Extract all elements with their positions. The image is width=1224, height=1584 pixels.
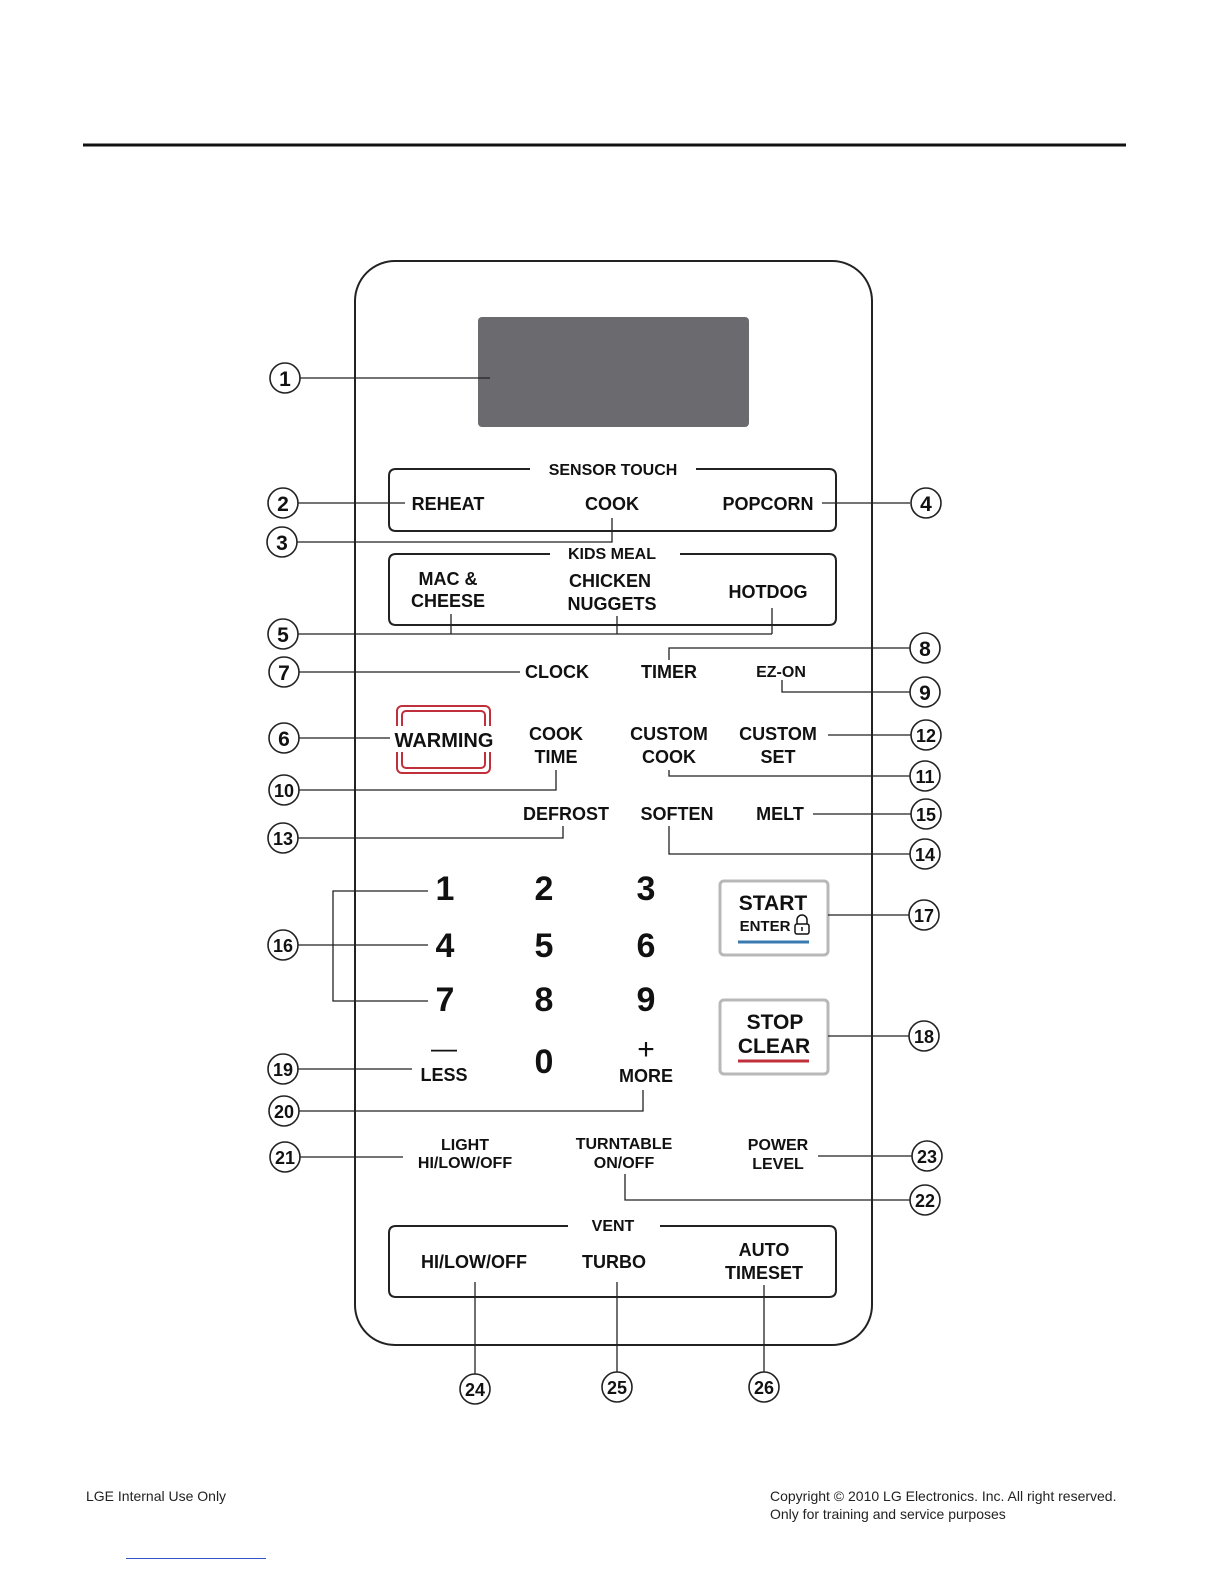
clock-button[interactable]: CLOCK xyxy=(525,662,589,682)
callout-16: 16 xyxy=(272,936,294,956)
cook-time-line2[interactable]: TIME xyxy=(534,747,578,767)
display-window xyxy=(478,317,749,427)
custom-set-line1[interactable]: CUSTOM xyxy=(739,724,817,744)
callout-3: 3 xyxy=(276,532,288,555)
callout-12: 12 xyxy=(915,726,937,746)
callout-25: 25 xyxy=(606,1378,628,1398)
auto-timeset-line1[interactable]: AUTO xyxy=(738,1240,790,1260)
turntable-line2[interactable]: ON/OFF xyxy=(593,1155,655,1172)
callout-7: 7 xyxy=(278,662,290,685)
digit-7[interactable]: 7 xyxy=(435,981,455,1019)
chicken-nuggets-line1[interactable]: CHICKEN xyxy=(568,571,652,591)
callout-5: 5 xyxy=(277,624,289,647)
callout-17: 17 xyxy=(913,906,935,926)
callout-10: 10 xyxy=(273,781,295,801)
digit-4[interactable]: 4 xyxy=(435,927,455,965)
power-level-line1[interactable]: POWER xyxy=(747,1137,809,1154)
digit-0[interactable]: 0 xyxy=(534,1043,554,1081)
melt-button[interactable]: MELT xyxy=(756,804,804,824)
soften-button[interactable]: SOFTEN xyxy=(640,804,714,824)
chicken-nuggets-line2[interactable]: NUGGETS xyxy=(567,594,657,614)
clear-label[interactable]: CLEAR xyxy=(737,1035,811,1058)
enter-label[interactable]: ENTER xyxy=(739,918,791,935)
custom-set-line2[interactable]: SET xyxy=(760,747,796,767)
callout-23: 23 xyxy=(916,1147,938,1167)
vent-hi-low-off-button[interactable]: HI/LOW/OFF xyxy=(421,1252,527,1272)
light-line2[interactable]: HI/LOW/OFF xyxy=(417,1155,513,1172)
less-symbol[interactable]: — xyxy=(431,1033,457,1063)
callout-11: 11 xyxy=(915,767,935,787)
digit-9[interactable]: 9 xyxy=(636,981,656,1019)
callout-1: 1 xyxy=(279,368,291,391)
defrost-button[interactable]: DEFROST xyxy=(522,804,610,824)
callout-24: 24 xyxy=(464,1380,486,1400)
ez-on-button[interactable]: EZ-ON xyxy=(756,664,806,681)
hotdog-button[interactable]: HOTDOG xyxy=(728,582,808,602)
digit-8[interactable]: 8 xyxy=(534,981,554,1019)
custom-cook-line2[interactable]: COOK xyxy=(642,747,696,767)
footer-internal-use: LGE Internal Use Only xyxy=(86,1488,227,1504)
digit-2[interactable]: 2 xyxy=(534,870,554,908)
callout-18: 18 xyxy=(913,1027,935,1047)
sensor-cook-button[interactable]: COOK xyxy=(585,494,639,514)
callout-14: 14 xyxy=(914,845,936,865)
custom-cook-line1[interactable]: CUSTOM xyxy=(630,724,708,744)
callout-15: 15 xyxy=(915,805,937,825)
power-level-line2[interactable]: LEVEL xyxy=(752,1156,804,1173)
turntable-line1[interactable]: TURNTABLE xyxy=(575,1136,673,1153)
less-button[interactable]: LESS xyxy=(420,1065,468,1085)
callout-20: 20 xyxy=(273,1102,295,1122)
footer-copyright-line2: Only for training and service purposes xyxy=(770,1506,1006,1522)
sensor-touch-label: SENSOR TOUCH xyxy=(548,462,678,479)
footer-link-underline[interactable] xyxy=(126,1558,266,1559)
footer-copyright-line1: Copyright © 2010 LG Electronics. Inc. All right reserved. xyxy=(770,1488,1117,1504)
digit-5[interactable]: 5 xyxy=(534,927,554,965)
light-line1[interactable]: LIGHT xyxy=(441,1137,489,1154)
digit-6[interactable]: 6 xyxy=(636,927,656,965)
callout-8: 8 xyxy=(919,638,931,661)
more-symbol[interactable]: + xyxy=(637,1033,655,1066)
mac-cheese-line1[interactable]: MAC & xyxy=(418,569,478,589)
callout-21: 21 xyxy=(274,1148,296,1168)
digit-3[interactable]: 3 xyxy=(636,870,656,908)
warming-button[interactable]: WARMING xyxy=(394,730,494,752)
callout-2: 2 xyxy=(277,493,289,516)
kids-meal-label: KIDS MEAL xyxy=(568,546,656,563)
callout-circles xyxy=(267,363,942,1404)
cook-time-line1[interactable]: COOK xyxy=(529,724,583,744)
callout-9: 9 xyxy=(919,682,931,705)
vent-label: VENT xyxy=(591,1218,635,1235)
start-label[interactable]: START xyxy=(738,892,808,915)
mac-cheese-line2[interactable]: CHEESE xyxy=(410,591,486,611)
popcorn-button[interactable]: POPCORN xyxy=(722,494,814,514)
callout-6: 6 xyxy=(278,728,290,751)
callout-22: 22 xyxy=(914,1191,936,1211)
callout-4: 4 xyxy=(920,493,932,516)
callout-26: 26 xyxy=(753,1378,775,1398)
callout-numbers xyxy=(273,368,937,1400)
digit-1[interactable]: 1 xyxy=(435,870,455,908)
callout-19: 19 xyxy=(272,1060,294,1080)
stop-label[interactable]: STOP xyxy=(746,1011,804,1034)
reheat-button[interactable]: REHEAT xyxy=(411,494,485,514)
callout-13: 13 xyxy=(272,829,294,849)
timer-button[interactable]: TIMER xyxy=(641,662,697,682)
auto-timeset-line2[interactable]: TIMESET xyxy=(724,1263,804,1283)
vent-turbo-button[interactable]: TURBO xyxy=(582,1252,646,1272)
more-button[interactable]: MORE xyxy=(619,1066,673,1086)
footer-copyright xyxy=(770,1487,1116,1523)
